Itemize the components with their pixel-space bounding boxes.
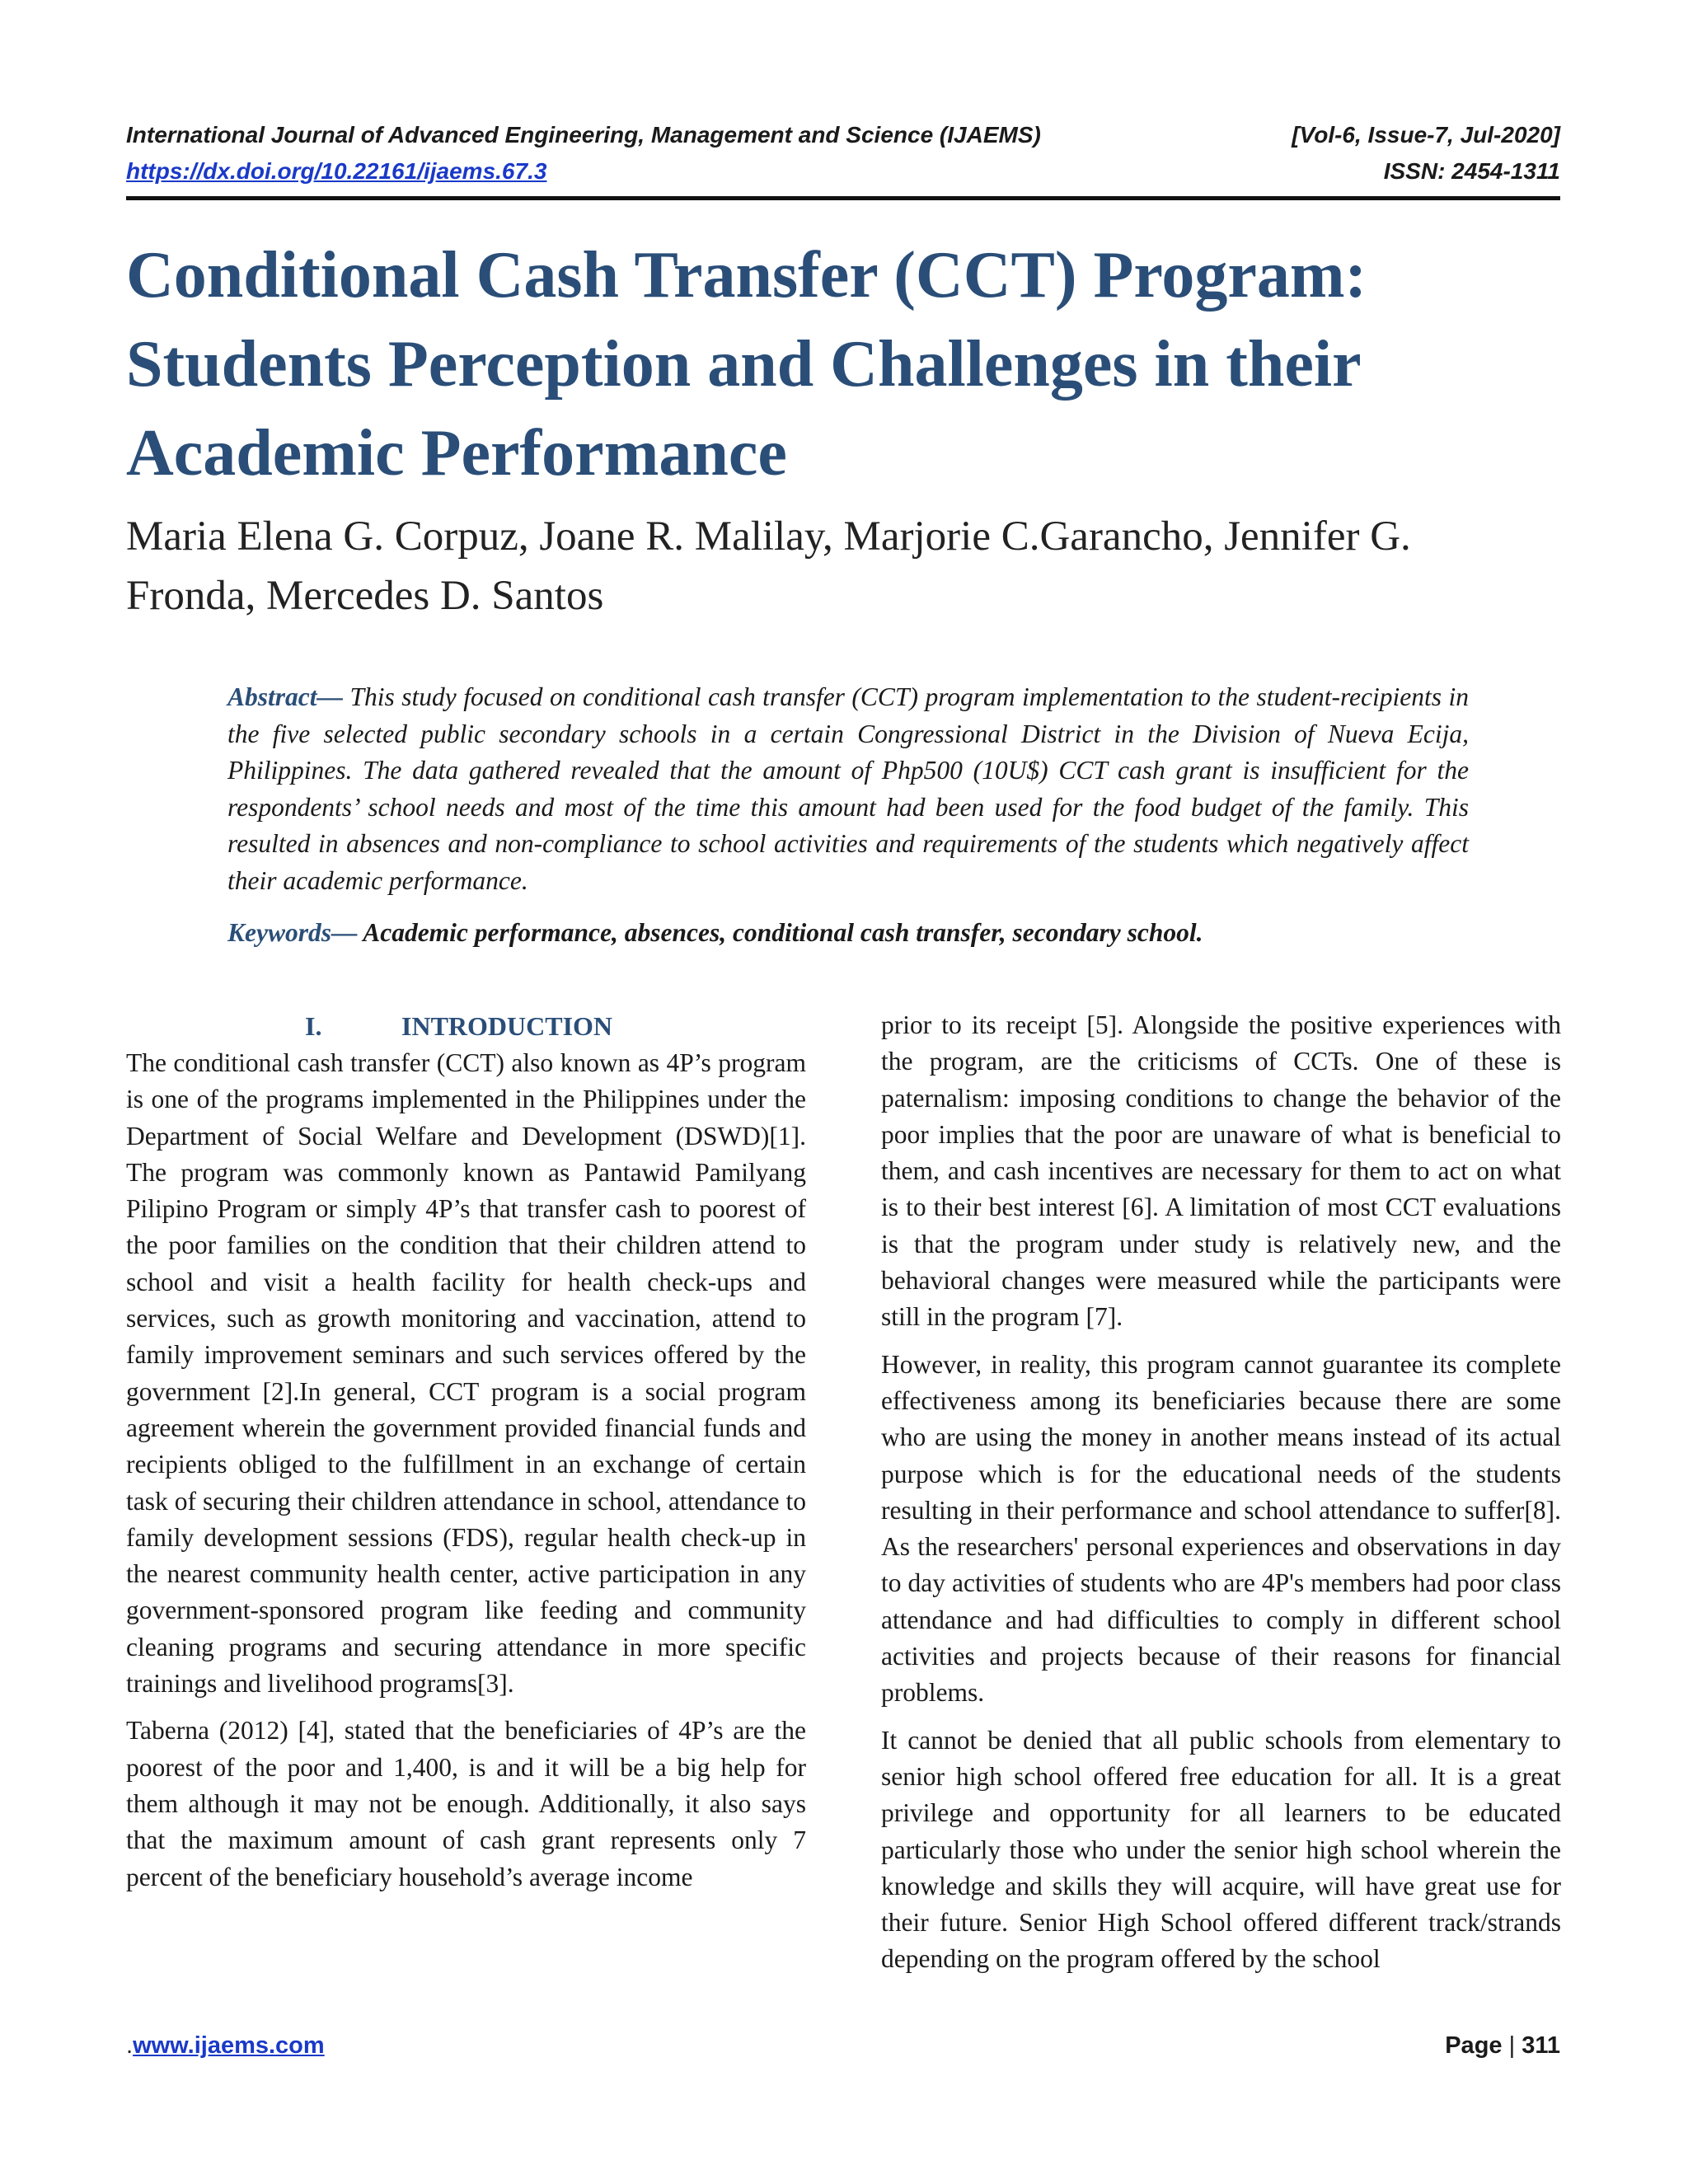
section-heading [126,1007,806,1045]
title-line-3: Academic Performance [126,417,787,490]
issn: ISSN: 2454-1311 [1383,158,1560,184]
title-line-2: Students Perception and Challenges in their [126,328,1362,401]
page-label: Page [1445,2032,1503,2059]
volume-info: [Vol-6, Issue-7, Jul-2020] [1292,122,1560,148]
left-column [126,1007,806,1906]
page-indicator [1445,2032,1560,2060]
authors-line-2: Fronda, Mercedes D. Santos [126,573,604,619]
doi-link[interactable]: https://dx.doi.org/10.22161/ijaems.67.3 [126,158,547,184]
right-column [881,1007,1561,1989]
paper-title [126,231,1577,498]
paragraph: It cannot be denied that all public schools from elementary to senior high school offered free education for all. It is a great privilege and opportunity for all learners to be educated particularly those who under the senior high school wherein the knowledge and skills they will acquire, will have great use for their future. Senior High School offered different track/strands depending on the program offered by the school [881,1725,1561,1974]
section-number: I. [305,1011,322,1041]
keywords [227,915,1469,951]
authors-line-1: Maria Elena G. Corpuz, Joane R. Malilay, Marjorie C.Garancho, Jennifer G. [126,513,1411,560]
abstract-label: Abstract— [227,682,344,711]
abstract [227,679,1469,899]
keywords-label: Keywords— [227,918,358,947]
paragraph: Taberna (2012) [4], stated that the beneficiaries of 4P’s are the poorest of the poor and 1,400, is and it will be a big help for them although it may not be enough. Additionally, it also says that the maximum amount of cash grant represents only 7 percent of the beneficiary household’s average income [126,1716,806,1891]
header-rule [126,196,1560,200]
keywords-text: Academic performance, absences, conditional cash transfer, secondary school. [357,918,1203,947]
paragraph: However, in reality, this program cannot guarantee its complete effectiveness among its beneficiaries because there are some who are using the money in another means instead of its actual purpose which is for the educational needs of the students resulting in their performance and school attendance to suffer[8]. As the researchers' personal experiences and observations in day to day activities of students who are 4P's members had poor class attendance and had difficulties to comply in different school activities and projects because of their reasons for financial problems. [881,1349,1561,1708]
page-separator: | [1502,2032,1522,2059]
title-line-1: Conditional Cash Transfer (CCT) Program: [126,239,1367,312]
page-number: 311 [1522,2032,1560,2059]
footer-dot: . [126,2032,134,2059]
journal-name: International Journal of Advanced Engineering, Management and Science (IJAEMS) [126,122,1041,148]
journal-header [126,117,1560,190]
footer-website [126,2032,325,2060]
abstract-text: This study focused on conditional cash transfer (CCT) program implementation to the student-recipients in the five selected public secondary schools in a certain Congressional District in the Division of Nueva Ecija, Philippines. The data gathered revealed that the amount of Php500 (10U$) CCT cash grant is insufficient for the respondents’ school needs and most of the time this amount had been used for the food budget of the family. This resulted in absences and non-compliance to school activities and requirements of the students which negatively affect their academic performance. [227,682,1469,895]
paragraph: prior to its receipt [5]. Alongside the positive experiences with the program, are the criticisms of CCTs. One of these is paternalism: imposing conditions to change the behavior of the poor implies that the poor are unaware of what is beneficial to them, and cash incentives are necessary for them to act on what is to their best interest [6]. A limitation of most CCT evaluations is that the program under study is relatively new, and the behavioral changes were measured while the participants were still in the program [7]. [881,1010,1561,1332]
paragraph: The conditional cash transfer (CCT) also known as 4P’s program is one of the programs implemented in the Philippines under the Department of Social Welfare and Development (DSWD)[1]. The program was commonly known as Pantawid Pamilyang Pilipino Program or simply 4P’s that transfer cash to poorest of the poor families on the condition that their children attend to school and visit a health facility for health check-ups and services, such as growth monitoring and vaccination, attend to family improvement seminars and such services offered by the government [2].In general, CCT program is a social program agreement wherein the government provided financial funds and recipients obliged to the fulfillment in an exchange of certain task of securing their children attendance in school, attendance to family development sessions (FDS), regular health check-up in the nearest community health center, active participation in any government-sponsored program like feeding and community cleaning programs and securing attendance in more specific trainings and livelihood programs[3]. [126,1048,806,1699]
author-list [126,507,1577,626]
website-link[interactable]: www.ijaems.com [133,2032,325,2059]
section-title: INTRODUCTION [401,1011,613,1041]
page-footer [126,2032,1560,2060]
